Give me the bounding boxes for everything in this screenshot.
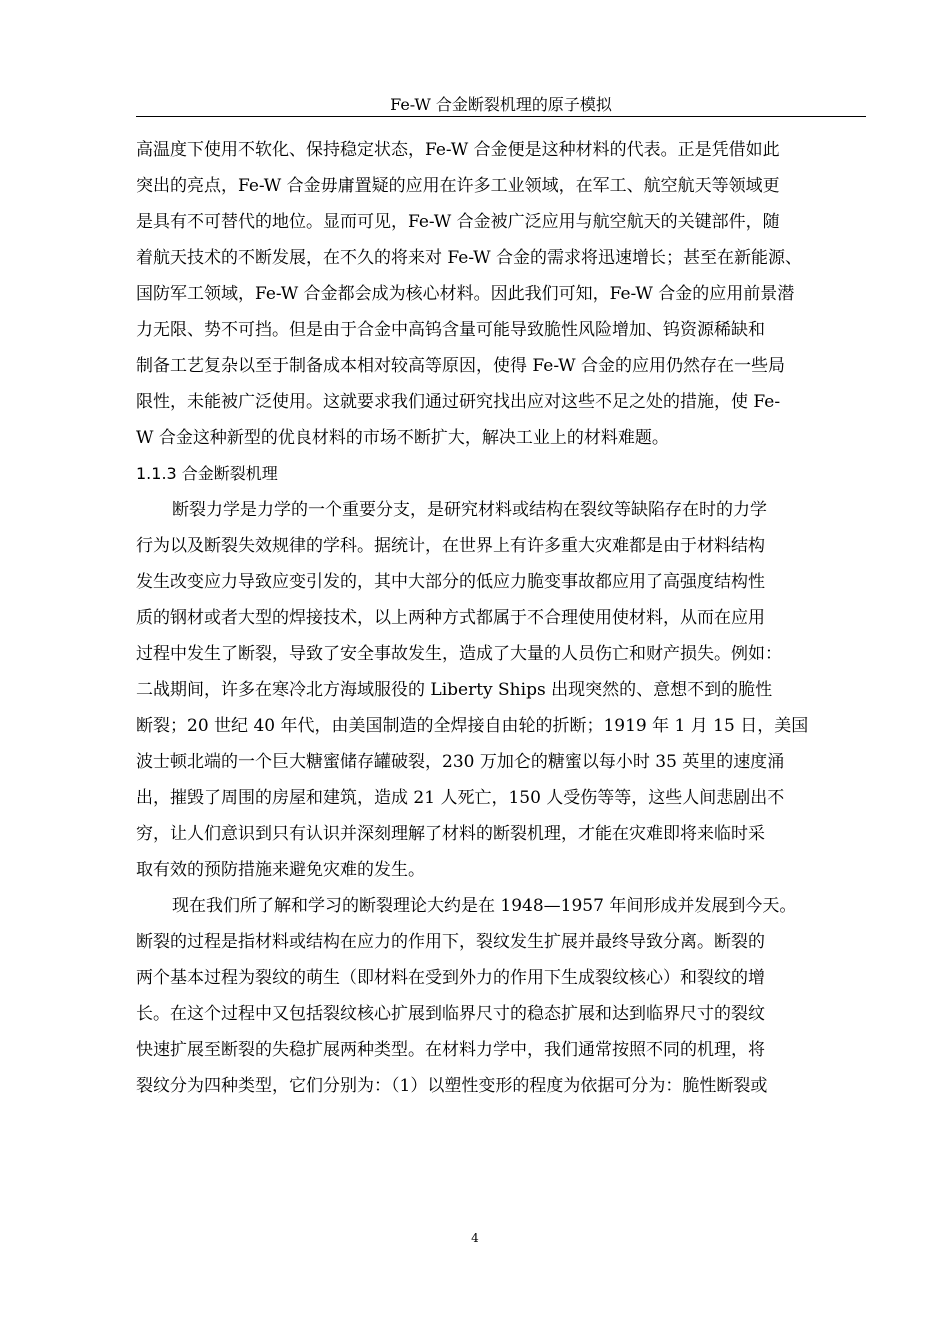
- text-line: 是具有不可替代的地位。显而可见，Fe-W 合金被广泛应用与航空航天的关键部件，随: [136, 212, 780, 232]
- text-line: 制备工艺复杂以至于制备成本相对较高等原因，使得 Fe-W 合金的应用仍然存在一些局: [136, 356, 786, 376]
- text-line: 高温度下使用不软化、保持稳定状态，Fe-W 合金便是这种材料的代表。正是凭借如此: [136, 140, 780, 160]
- text-line: 出，摧毁了周围的房屋和建筑，造成 21 人死亡，150 人受伤等等，这些人间悲剧出不: [136, 788, 785, 808]
- text-line: 取有效的预防措施来避免灾难的发生。: [136, 860, 425, 880]
- text-line: 着航天技术的不断发展，在不久的将来对 Fe-W 合金的需求将迅速增长；甚至在新能源、: [136, 248, 803, 268]
- header-rule: [136, 116, 866, 117]
- text-line: 现在我们所了解和学习的断裂理论大约是在 1948—1957 年间形成并发展到今天。: [172, 896, 797, 916]
- page-number: 4: [471, 1231, 479, 1245]
- text-line: 两个基本过程为裂纹的萌生（即材料在受到外力的作用下生成裂纹核心）和裂纹的增: [136, 968, 765, 988]
- text-line: 断裂；20 世纪 40 年代，由美国制造的全焊接自由轮的折断；1919 年 1 月 15 日，美国: [136, 716, 809, 736]
- body-text: [136, 132, 854, 1104]
- text-line: 穷，让人们意识到只有认识并深刻理解了材料的断裂机理，才能在灾难即将来临时采: [136, 824, 765, 844]
- page-header: Fe-W 合金断裂机理的原子模拟: [390, 95, 612, 114]
- text-line: 行为以及断裂失效规律的学科。据统计，在世界上有许多重大灾难都是由于材料结构: [136, 536, 765, 556]
- text-line: 二战期间，许多在寒冷北方海域服役的 Liberty Ships 出现突然的、意想不到的脆性: [136, 680, 773, 700]
- section-heading: 1.1.3 合金断裂机理: [136, 464, 278, 483]
- text-line: 国防军工领域，Fe-W 合金都会成为核心材料。因此我们可知，Fe-W 合金的应用前景潜: [136, 284, 795, 304]
- text-line: 断裂力学是力学的一个重要分支，是研究材料或结构在裂纹等缺陷存在时的力学: [172, 500, 767, 520]
- text-line: 质的钢材或者大型的焊接技术，以上两种方式都属于不合理使用使材料，从而在应用: [136, 608, 765, 628]
- text-line: 波士顿北端的一个巨大糖蜜储存罐破裂，230 万加仑的糖蜜以每小时 35 英里的速度涌: [136, 752, 785, 772]
- text-line: 断裂的过程是指材料或结构在应力的作用下，裂纹发生扩展并最终导致分离。断裂的: [136, 932, 765, 952]
- text-line: 长。在这个过程中又包括裂纹核心扩展到临界尺寸的稳态扩展和达到临界尺寸的裂纹: [136, 1004, 765, 1024]
- text-line: 突出的亮点，Fe-W 合金毋庸置疑的应用在许多工业领域，在军工、航空航天等领域更: [136, 176, 780, 196]
- text-line: 过程中发生了断裂，导致了安全事故发生，造成了大量的人员伤亡和财产损失。例如：: [136, 644, 782, 664]
- text-line: 限性，未能被广泛使用。这就要求我们通过研究找出应对这些不足之处的措施，使 Fe-: [136, 392, 781, 412]
- text-line: 发生改变应力导致应变引发的，其中大部分的低应力脆变事故都应用了高强度结构性: [136, 572, 765, 592]
- text-line: 快速扩展至断裂的失稳扩展两种类型。在材料力学中，我们通常按照不同的机理，将: [136, 1040, 765, 1060]
- text-line: 裂纹分为四种类型，它们分别为：（1）以塑性变形的程度为依据可分为：脆性断裂或: [136, 1076, 768, 1096]
- text-line: W 合金这种新型的优良材料的市场不断扩大，解决工业上的材料难题。: [136, 428, 669, 448]
- text-line: 力无限、势不可挡。但是由于合金中高钨含量可能导致脆性风险增加、钨资源稀缺和: [136, 320, 765, 340]
